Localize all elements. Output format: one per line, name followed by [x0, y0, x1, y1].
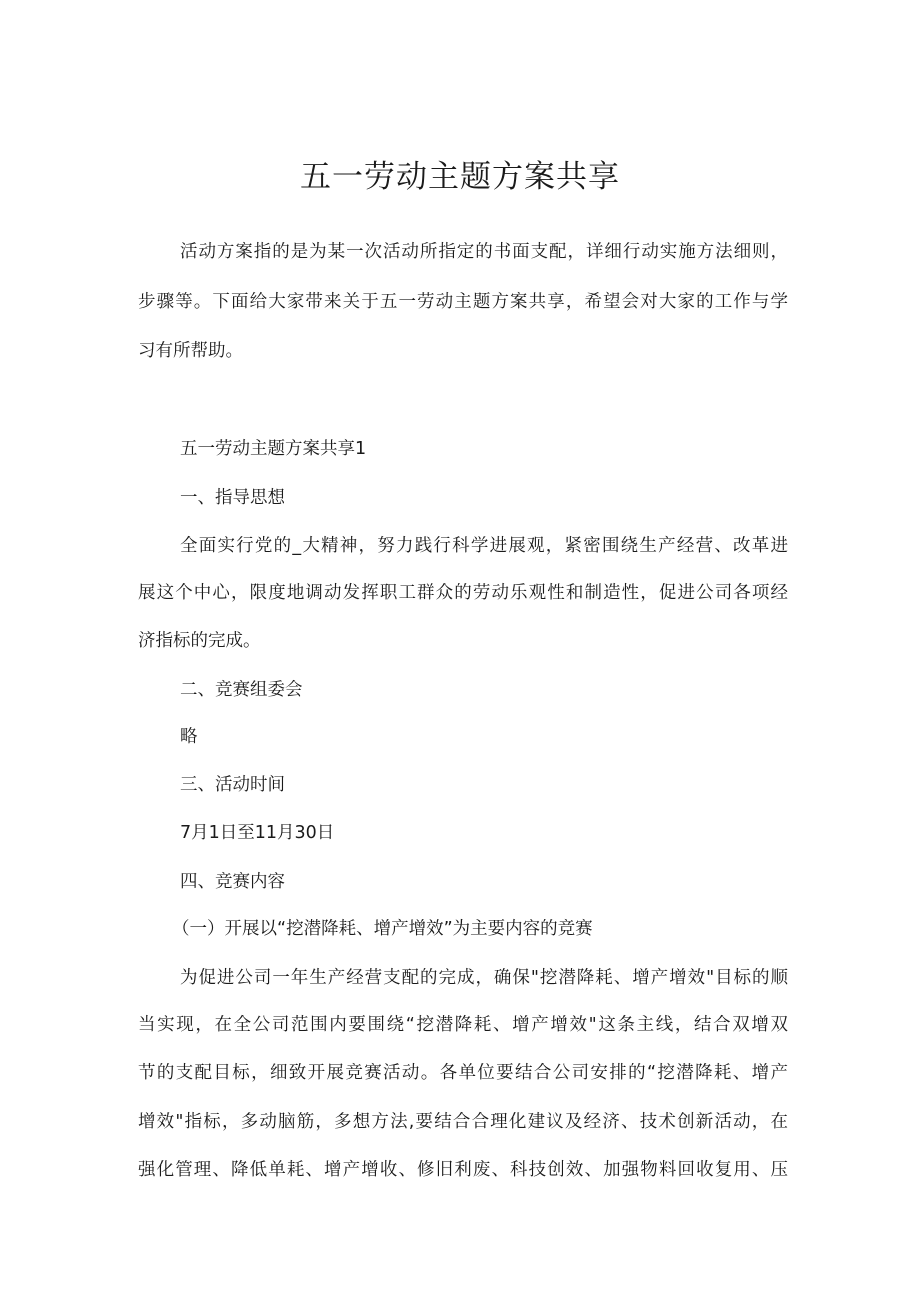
paragraph-activity-time: 7月1日至11月30日: [180, 823, 335, 843]
paragraph-1-line-3: 济指标的完成。: [138, 631, 261, 651]
paragraph-committee: 略: [180, 727, 198, 747]
heading-guiding-ideology: 一、指导思想: [180, 488, 285, 508]
heading-activity-time: 三、活动时间: [180, 775, 285, 795]
paragraph-4-line-4: 增效"指标，多动脑筋，多想方法,要结合合理化建议及经济、技术创新活动，在: [138, 1112, 788, 1132]
paragraph-4-line-2: 当实现，在全公司范围内要围绕“挖潜降耗、增产增效"这条主线，结合双增双: [138, 1015, 788, 1035]
subheading-1: （一）开展以“挖潜降耗、增产增效”为主要内容的竞赛: [172, 919, 593, 939]
heading-competition-content: 四、竞赛内容: [180, 872, 285, 892]
document-title: 五一劳动主题方案共享: [300, 159, 620, 195]
intro-line-1: 活动方案指的是为某一次活动所指定的书面支配，详细行动实施方法细则，: [180, 242, 788, 262]
intro-line-2: 步骤等。下面给大家带来关于五一劳动主题方案共享，希望会对大家的工作与学: [138, 292, 788, 312]
paragraph-4-line-3: 节的支配目标，细致开展竞赛活动。各单位要结合公司安排的“挖潜降耗、增产: [138, 1063, 788, 1083]
section-heading: 五一劳动主题方案共享1: [180, 439, 367, 459]
paragraph-1-line-2: 展这个中心，限度地调动发挥职工群众的劳动乐观性和制造性，促进公司各项经: [138, 583, 788, 603]
intro-line-3: 习有所帮助。: [138, 341, 243, 361]
paragraph-4-line-5: 强化管理、降低单耗、增产增收、修旧利废、科技创效、加强物料回收复用、压: [138, 1160, 788, 1180]
heading-committee: 二、竞赛组委会: [180, 680, 303, 700]
paragraph-4-line-1: 为促进公司一年生产经营支配的完成，确保"挖潜降耗、增产增效"目标的顺: [180, 968, 788, 988]
paragraph-1-line-1: 全面实行党的_大精神，努力践行科学进展观，紧密围绕生产经营、改革进: [180, 536, 788, 556]
